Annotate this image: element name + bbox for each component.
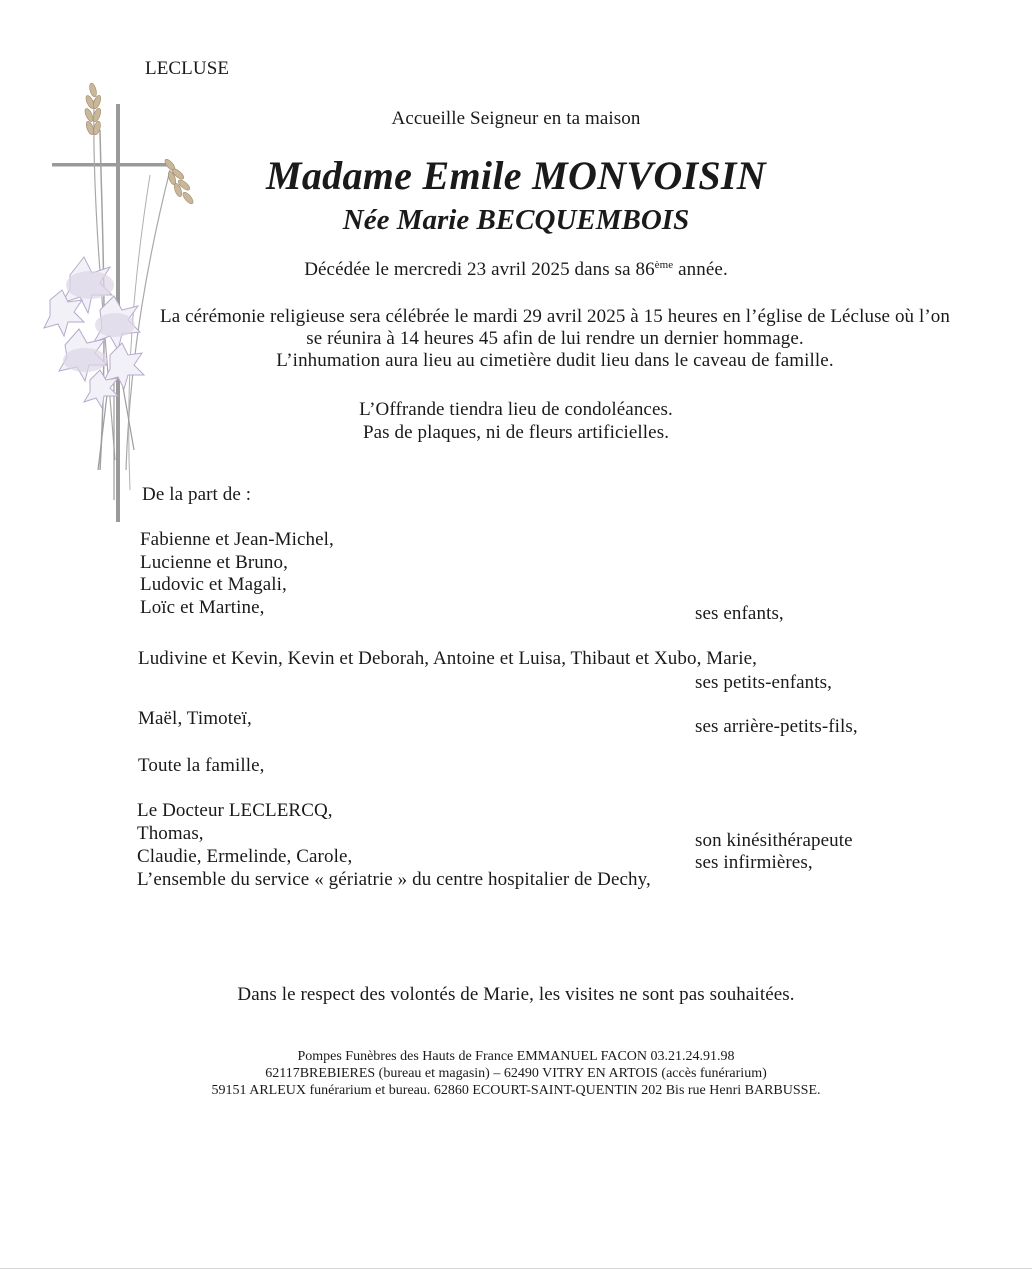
ceremony-paragraph bbox=[145, 306, 965, 372]
list-item: Fabienne et Jean-Michel, bbox=[140, 529, 334, 550]
list-item: Loïc et Martine, bbox=[140, 596, 265, 618]
town-name: LECLUSE bbox=[145, 58, 230, 79]
maiden-name: Née Marie BECQUEMBOIS bbox=[342, 204, 690, 236]
ceremony-line: La cérémonie religieuse sera célébrée le mardi 29 avril 2025 à 15 heures en l’église de Lécluse où l’on bbox=[159, 306, 950, 327]
great-grandchildren-list: Maël, Timoteï, bbox=[138, 708, 252, 729]
list-item: Lucienne et Bruno, bbox=[140, 551, 288, 573]
death-line bbox=[0, 259, 1032, 281]
children-relation: ses enfants, bbox=[695, 603, 784, 624]
list-item: Claudie, Ermelinde, Carole, bbox=[137, 846, 353, 867]
offering-line: L’Offrande tiendra lieu de condoléances. bbox=[359, 399, 673, 420]
grandchildren-list: Ludivine et Kevin, Kevin et Deborah, Antoine et Luisa, Thibaut et Xubo, Marie, bbox=[138, 648, 757, 669]
ceremony-line: L’inhumation aura lieu au cimetière dudit lieu dans le caveau de famille. bbox=[276, 350, 834, 371]
list-item: Ludovic et Magali, bbox=[140, 574, 287, 595]
footer-line: 59151 ARLEUX funérarium et bureau. 62860 ECOURT-SAINT-QUENTIN 202 Bis rue Henri BARBUSSE. bbox=[211, 1083, 821, 1098]
footer-line: 62117BREBIERES (bureau et magasin) – 62490 VITRY EN ARTOIS (accès funérarium) bbox=[265, 1066, 767, 1081]
funeral-home-footer bbox=[0, 1048, 1032, 1099]
death-text: Décédée le mercredi 23 avril 2025 dans sa 86 bbox=[304, 259, 655, 280]
from-label: De la part de : bbox=[142, 484, 252, 505]
whole-family: Toute la famille, bbox=[138, 755, 265, 776]
prayer-line: Accueille Seigneur en ta maison bbox=[391, 108, 641, 129]
page-bottom-divider bbox=[0, 1268, 1032, 1269]
ceremony-line: se réunira à 14 heures 45 afin de lui rendre un dernier hommage. bbox=[306, 328, 804, 349]
visits-note: Dans le respect des volontés de Marie, les visites ne sont pas souhaitées. bbox=[237, 984, 795, 1005]
list-item: Le Docteur LECLERCQ, bbox=[137, 800, 333, 821]
nurse-relation: ses infirmières, bbox=[695, 852, 813, 873]
physio-relation: son kinésithérapeute bbox=[695, 830, 853, 851]
footer-line: Pompes Funèbres des Hauts de France EMMANUEL FACON 03.21.24.91.98 bbox=[297, 1049, 735, 1064]
great-grandchildren-relation: ses arrière-petits-fils, bbox=[695, 716, 858, 737]
list-item: L’ensemble du service « gériatrie » du centre hospitalier de Dechy, bbox=[137, 869, 651, 890]
death-ordinal-suffix: ème bbox=[654, 259, 674, 271]
deceased-name: Madame Emile MONVOISIN bbox=[266, 153, 766, 198]
list-item: Thomas, bbox=[137, 823, 204, 844]
care-staff-list bbox=[137, 799, 651, 891]
grandchildren-relation: ses petits-enfants, bbox=[695, 672, 832, 693]
children-list bbox=[140, 529, 334, 619]
offering-paragraph bbox=[0, 398, 1032, 444]
offering-line: Pas de plaques, ni de fleurs artificielles. bbox=[362, 422, 670, 443]
death-text-end: année. bbox=[673, 259, 728, 280]
cross-with-wheat-and-lilies-icon bbox=[30, 70, 210, 530]
